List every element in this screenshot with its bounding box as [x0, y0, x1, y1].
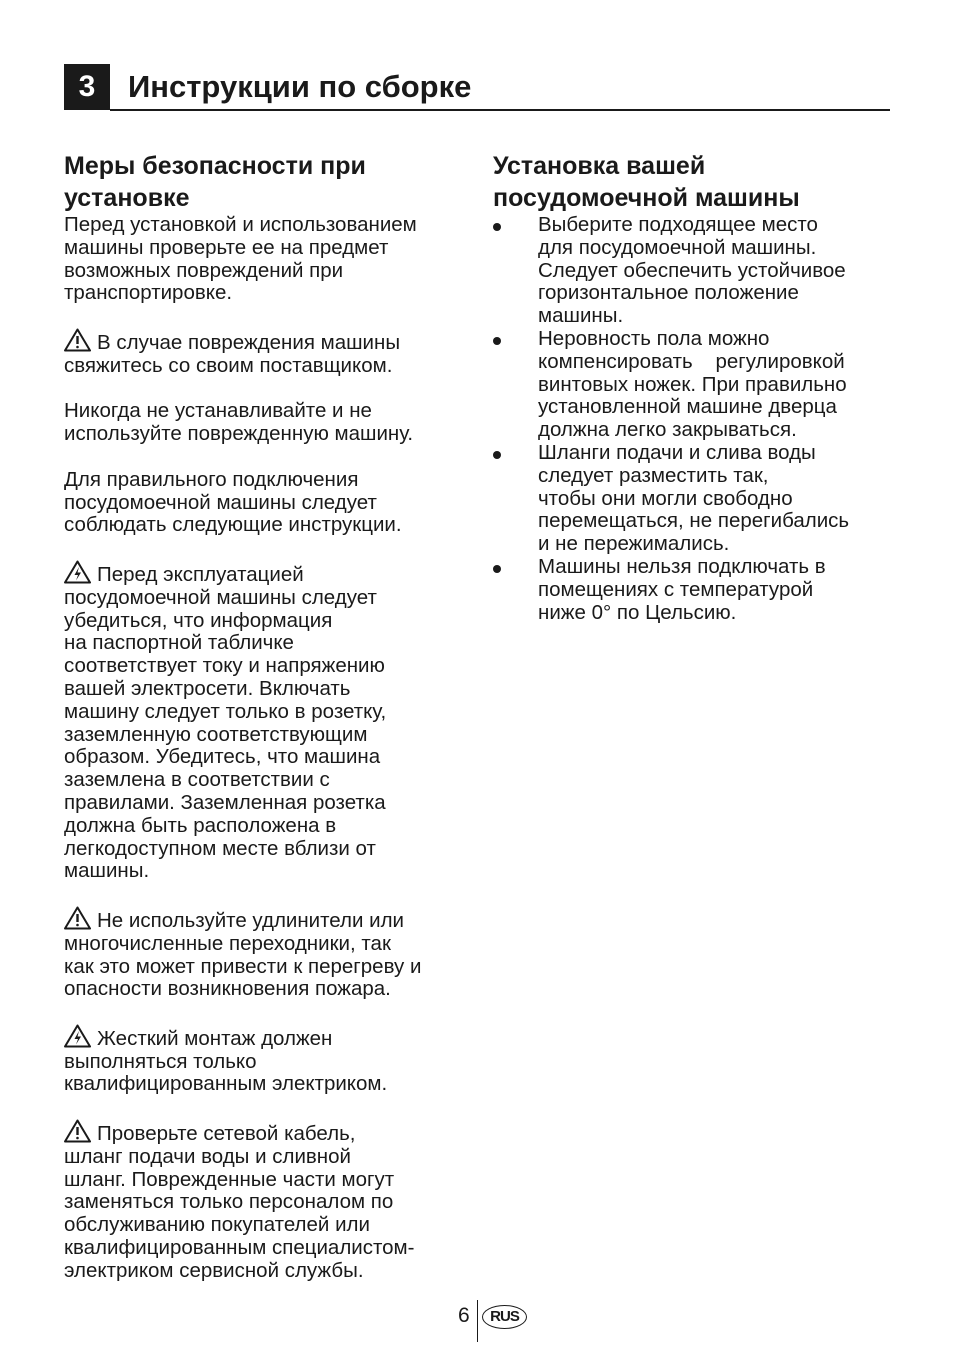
installation-list	[493, 214, 893, 624]
paragraph	[64, 469, 474, 537]
text-line: машину следует только в розетку,	[64, 699, 387, 723]
header-divider	[110, 109, 890, 111]
page-number: 6	[458, 1304, 470, 1327]
safety-text	[64, 214, 474, 1283]
text: Проверьте сетевой кабель,	[97, 1122, 356, 1146]
section-number-badge: 3	[64, 64, 110, 110]
list-item	[493, 442, 893, 556]
text-line: образом. Убедитесь, что машина	[64, 745, 381, 769]
text-line: квалифицированным электриком.	[64, 1072, 388, 1096]
text-line: свяжитесь со своим поставщиком.	[64, 353, 393, 377]
text: Жесткий монтаж должен	[97, 1026, 333, 1050]
language-badge: RUS	[482, 1305, 527, 1329]
text-line: используйте поврежденную машину.	[64, 422, 414, 446]
text-line: вашей электросети. Включать	[64, 676, 351, 700]
bullet-icon	[493, 451, 501, 459]
heading-line: Установка вашей	[493, 152, 706, 180]
paragraph	[64, 1024, 474, 1096]
text-line: посудомоечной машины следует	[64, 585, 377, 609]
page-title: Инструкции по сборке	[128, 69, 472, 104]
heading-line: Меры безопасности при	[64, 152, 366, 180]
text-line: Выберите подходящее место	[538, 213, 818, 236]
text-line: убедиться, что информация	[64, 608, 333, 632]
text-line: шланг. Поврежденные части могут	[64, 1167, 395, 1191]
paragraph	[64, 328, 474, 378]
text-line	[64, 328, 474, 355]
text-line: возможных повреждений при	[64, 258, 344, 282]
text-line: Никогда не устанавливайте и не	[64, 399, 372, 423]
paragraph	[64, 560, 474, 883]
text-line: Перед установкой и использованием	[64, 213, 417, 236]
text-line: соблюдать следующие инструкции.	[64, 513, 402, 537]
text-line: компенсировать регулировкой	[538, 349, 845, 373]
text-line: Шланги подачи и слива воды	[538, 440, 816, 464]
safety-heading	[64, 150, 474, 214]
text-line: как это может привести к перегреву и	[64, 954, 422, 978]
heading-line: установке	[64, 184, 190, 212]
text-line: должна быть расположена в	[64, 813, 337, 837]
text-line: легкодоступном месте вблизи от	[64, 836, 376, 860]
text: Не используйте удлинители или	[97, 908, 404, 932]
text-line	[64, 560, 474, 587]
warning-icon	[64, 1119, 91, 1143]
text-line: выполняться только	[64, 1049, 257, 1073]
paragraph	[64, 400, 474, 446]
text-line: заменяться только персоналом по	[64, 1190, 394, 1214]
text-line: Машины нельзя подключать в	[538, 554, 826, 578]
text-line: Для правильного подключения	[64, 467, 359, 491]
warning-icon	[64, 906, 91, 930]
text: Перед эксплуатацией	[97, 562, 304, 586]
text-line: многочисленные переходники, так	[64, 931, 391, 955]
text-line: машины.	[538, 304, 624, 328]
safety-column	[64, 150, 474, 1305]
text-line	[64, 1119, 474, 1146]
text-line: машины.	[64, 859, 150, 883]
bullet-icon	[493, 337, 501, 345]
text-line: на паспортной табличке	[64, 631, 294, 655]
text-line: Неровность пола можно	[538, 326, 770, 350]
list-item	[493, 214, 893, 328]
text-line: и не пережимались.	[538, 532, 730, 556]
text-line: Следует обеспечить устойчивое	[538, 258, 846, 282]
text-line: заземлена в соответствии с	[64, 768, 330, 792]
text-line: опасности возникновения пожара.	[64, 977, 391, 1001]
list-item	[493, 556, 893, 624]
paragraph	[64, 1119, 474, 1283]
warning-icon	[64, 328, 91, 352]
text-line: должна легко закрываться.	[538, 418, 797, 442]
text-line: чтобы они могли свободно	[538, 486, 793, 510]
text-line: электриком сервисной службы.	[64, 1258, 364, 1282]
text-line: соответствует току и напряжению	[64, 654, 385, 678]
paragraph	[64, 214, 474, 305]
text-line: установленной машине дверца	[538, 395, 837, 419]
text-line: правилами. Заземленная розетка	[64, 790, 386, 814]
text-line: перемещаться, не перегибались	[538, 509, 850, 533]
text-line: ниже 0° по Цельсию.	[538, 600, 737, 624]
text-line	[64, 1024, 474, 1051]
footer-divider	[477, 1300, 478, 1342]
bullet-icon	[493, 223, 501, 231]
text-line: посудомоечной машины следует	[64, 490, 377, 514]
bullet-icon	[493, 565, 501, 573]
text-line: горизонтальное положение	[538, 281, 799, 305]
text-line: квалифицированным специалистом-	[64, 1236, 415, 1260]
list-item	[493, 328, 893, 442]
paragraph	[64, 906, 474, 1001]
text-line: обслуживанию покупателей или	[64, 1213, 370, 1237]
text-line: шланг подачи воды и сливной	[64, 1144, 351, 1168]
installation-heading	[493, 150, 893, 214]
text-line: транспортировке.	[64, 281, 233, 305]
text-line: для посудомоечной машины.	[538, 235, 817, 259]
heading-line: посудомоечной машины	[493, 184, 800, 212]
text-line: винтовых ножек. При правильно	[538, 372, 847, 396]
text: В случае повреждения машины	[97, 330, 401, 354]
text-line	[64, 906, 474, 933]
text-line: заземленную соответствующим	[64, 722, 368, 746]
electric-warning-icon	[64, 560, 91, 584]
text-line: помещениях с температурой	[538, 577, 814, 601]
electric-warning-icon	[64, 1024, 91, 1048]
installation-column	[493, 150, 893, 624]
text-line: следует разместить так,	[538, 463, 769, 487]
text-line: машины проверьте ее на предмет	[64, 235, 389, 259]
